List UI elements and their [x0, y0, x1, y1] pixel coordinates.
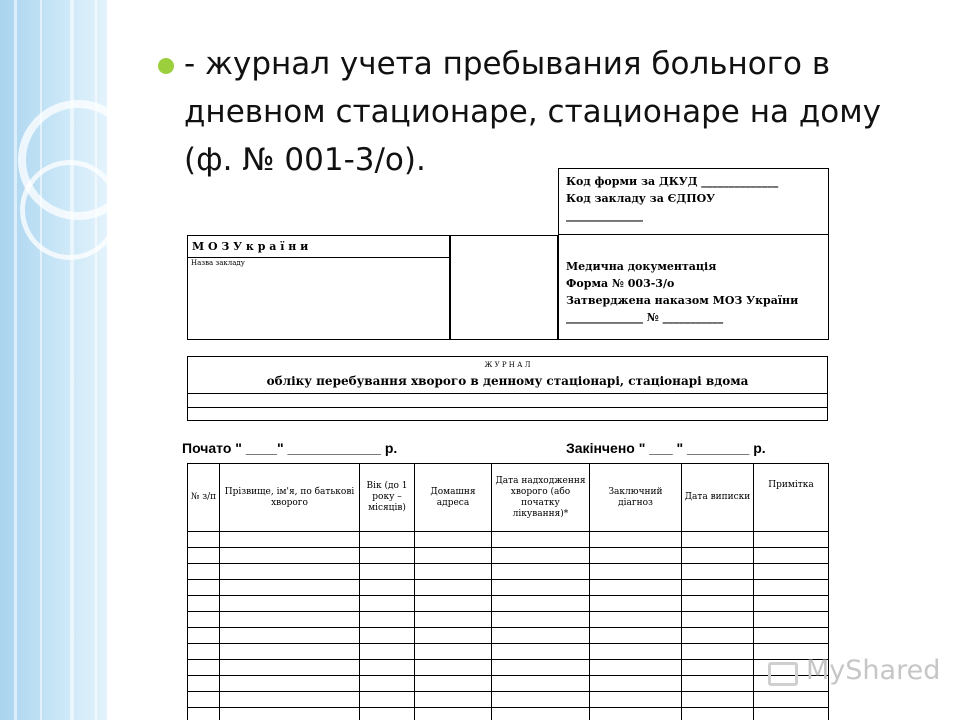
table-cell	[220, 692, 360, 708]
table-row	[188, 564, 829, 580]
table-cell	[682, 708, 754, 720]
table-cell	[415, 676, 492, 692]
table-cell	[754, 596, 829, 612]
table-cell	[590, 612, 682, 628]
table-cell	[360, 692, 415, 708]
table-cell	[754, 532, 829, 548]
table-cell	[754, 708, 829, 720]
table-cell	[188, 612, 220, 628]
table-cell	[754, 612, 829, 628]
table-cell	[188, 676, 220, 692]
table-row	[188, 628, 829, 644]
table-header-row	[188, 464, 829, 532]
table-cell	[220, 580, 360, 596]
divider	[188, 407, 827, 408]
table-cell	[492, 580, 590, 596]
table-cell	[415, 596, 492, 612]
table-cell	[590, 708, 682, 720]
table-cell	[220, 564, 360, 580]
table-cell	[492, 644, 590, 660]
journal-label: Ж У Р Н А Л	[484, 361, 531, 369]
table-cell	[220, 660, 360, 676]
table-cell	[360, 660, 415, 676]
table-cell	[188, 660, 220, 676]
table-cell	[492, 612, 590, 628]
med-doc-box	[558, 234, 829, 340]
order-line: ______________ № ___________	[566, 311, 724, 324]
table-cell	[220, 612, 360, 628]
band-stripe	[40, 0, 42, 720]
ministry-box	[187, 235, 450, 340]
table-row	[188, 532, 829, 548]
column-header: Дата виписки	[682, 464, 754, 532]
decorative-circle	[20, 160, 120, 260]
journal-table	[187, 463, 829, 720]
table-cell	[590, 580, 682, 596]
table-cell	[220, 628, 360, 644]
table-cell	[492, 628, 590, 644]
table-cell	[188, 692, 220, 708]
table-cell	[492, 660, 590, 676]
table-cell	[682, 660, 754, 676]
table-cell	[590, 676, 682, 692]
table-cell	[682, 532, 754, 548]
table-cell	[754, 580, 829, 596]
start-date-line: Почато " ____" ____________ р.	[182, 440, 398, 456]
end-date-line: Закінчено " ___ " ________ р.	[566, 440, 766, 456]
table-cell	[492, 708, 590, 720]
table-cell	[415, 532, 492, 548]
approval-text: Затверджена наказом МОЗ України	[566, 294, 799, 307]
column-header: Примітка	[754, 464, 829, 532]
table-cell	[220, 596, 360, 612]
table-cell	[220, 676, 360, 692]
table-row	[188, 580, 829, 596]
column-header: Дата надходження хворого (або початку лікування)*	[492, 464, 590, 532]
table-cell	[590, 596, 682, 612]
table-cell	[492, 532, 590, 548]
table-body	[188, 532, 829, 720]
table-cell	[590, 692, 682, 708]
journal-subtitle: обліку перебування хворого в денному стаціонарі, стаціонарі вдома	[266, 374, 749, 388]
column-header: Вік (до 1 року – місяців)	[360, 464, 415, 532]
table-cell	[360, 596, 415, 612]
table-cell	[360, 708, 415, 720]
table-cell	[590, 564, 682, 580]
table-cell	[682, 580, 754, 596]
table-cell	[590, 548, 682, 564]
table-cell	[590, 660, 682, 676]
table-cell	[415, 564, 492, 580]
watermark-icon	[768, 662, 798, 686]
slide-heading: - журнал учета пребывания больного в дневном стационаре, стационаре на дому (ф. № 001-3/о).	[184, 46, 881, 178]
table-cell	[360, 564, 415, 580]
table-cell	[492, 548, 590, 564]
med-doc-title: Медична документація	[566, 260, 717, 273]
table-cell	[415, 548, 492, 564]
ministry-title: М О З У к р а ї н и	[192, 240, 309, 253]
table-cell	[360, 580, 415, 596]
table-cell	[682, 612, 754, 628]
table-cell	[188, 628, 220, 644]
table-cell	[754, 692, 829, 708]
institution-label: Назва закладу	[191, 259, 245, 267]
form-number: Форма № 003-3/о	[566, 277, 675, 290]
table-cell	[415, 660, 492, 676]
table-cell	[188, 580, 220, 596]
table-cell	[220, 548, 360, 564]
table-cell	[682, 628, 754, 644]
table-cell	[415, 644, 492, 660]
column-header: Заключний діагноз	[590, 464, 682, 532]
table-cell	[360, 628, 415, 644]
table-cell	[220, 708, 360, 720]
table-cell	[415, 692, 492, 708]
table-cell	[492, 676, 590, 692]
watermark-text: MyShared	[806, 655, 941, 686]
table-cell	[415, 580, 492, 596]
column-header: Домашня адреса	[415, 464, 492, 532]
table-cell	[754, 548, 829, 564]
table-cell	[682, 644, 754, 660]
table-cell	[682, 596, 754, 612]
divider	[188, 393, 827, 394]
table-row	[188, 612, 829, 628]
table-cell	[415, 612, 492, 628]
table-cell	[188, 596, 220, 612]
table-cell	[360, 676, 415, 692]
table-cell	[415, 628, 492, 644]
table-row	[188, 692, 829, 708]
column-header: № з/п	[188, 464, 220, 532]
table-cell	[682, 692, 754, 708]
table-cell	[360, 644, 415, 660]
table-row	[188, 596, 829, 612]
form-code-blank: ______________	[566, 209, 643, 222]
table-cell	[590, 644, 682, 660]
divider	[188, 257, 449, 258]
table-row	[188, 676, 829, 692]
table-cell	[492, 564, 590, 580]
form-code-dkud: Код форми за ДКУД ______________	[566, 175, 779, 188]
table-cell	[360, 612, 415, 628]
blank-box	[450, 235, 558, 340]
table-cell	[188, 644, 220, 660]
bullet-icon	[158, 58, 174, 74]
table-row	[188, 708, 829, 720]
table-cell	[682, 564, 754, 580]
table-cell	[492, 596, 590, 612]
table-cell	[188, 708, 220, 720]
table-cell	[682, 676, 754, 692]
table-cell	[188, 532, 220, 548]
table-cell	[220, 532, 360, 548]
table-cell	[360, 548, 415, 564]
table-cell	[754, 628, 829, 644]
form-code-box	[558, 168, 829, 235]
band-stripe	[14, 0, 17, 720]
table-cell	[754, 564, 829, 580]
table-row	[188, 644, 829, 660]
table-cell	[220, 644, 360, 660]
table-cell	[415, 708, 492, 720]
table-row	[188, 660, 829, 676]
form-code-edpou: Код закладу за ЄДПОУ	[566, 192, 716, 205]
column-header: Прізвище, ім'я, по батькові хворого	[220, 464, 360, 532]
table-cell	[590, 532, 682, 548]
table-cell	[682, 548, 754, 564]
journal-title-box	[187, 356, 828, 421]
table-cell	[188, 564, 220, 580]
table-row	[188, 548, 829, 564]
table-cell	[492, 692, 590, 708]
table-cell	[360, 532, 415, 548]
table-cell	[590, 628, 682, 644]
table-cell	[188, 548, 220, 564]
